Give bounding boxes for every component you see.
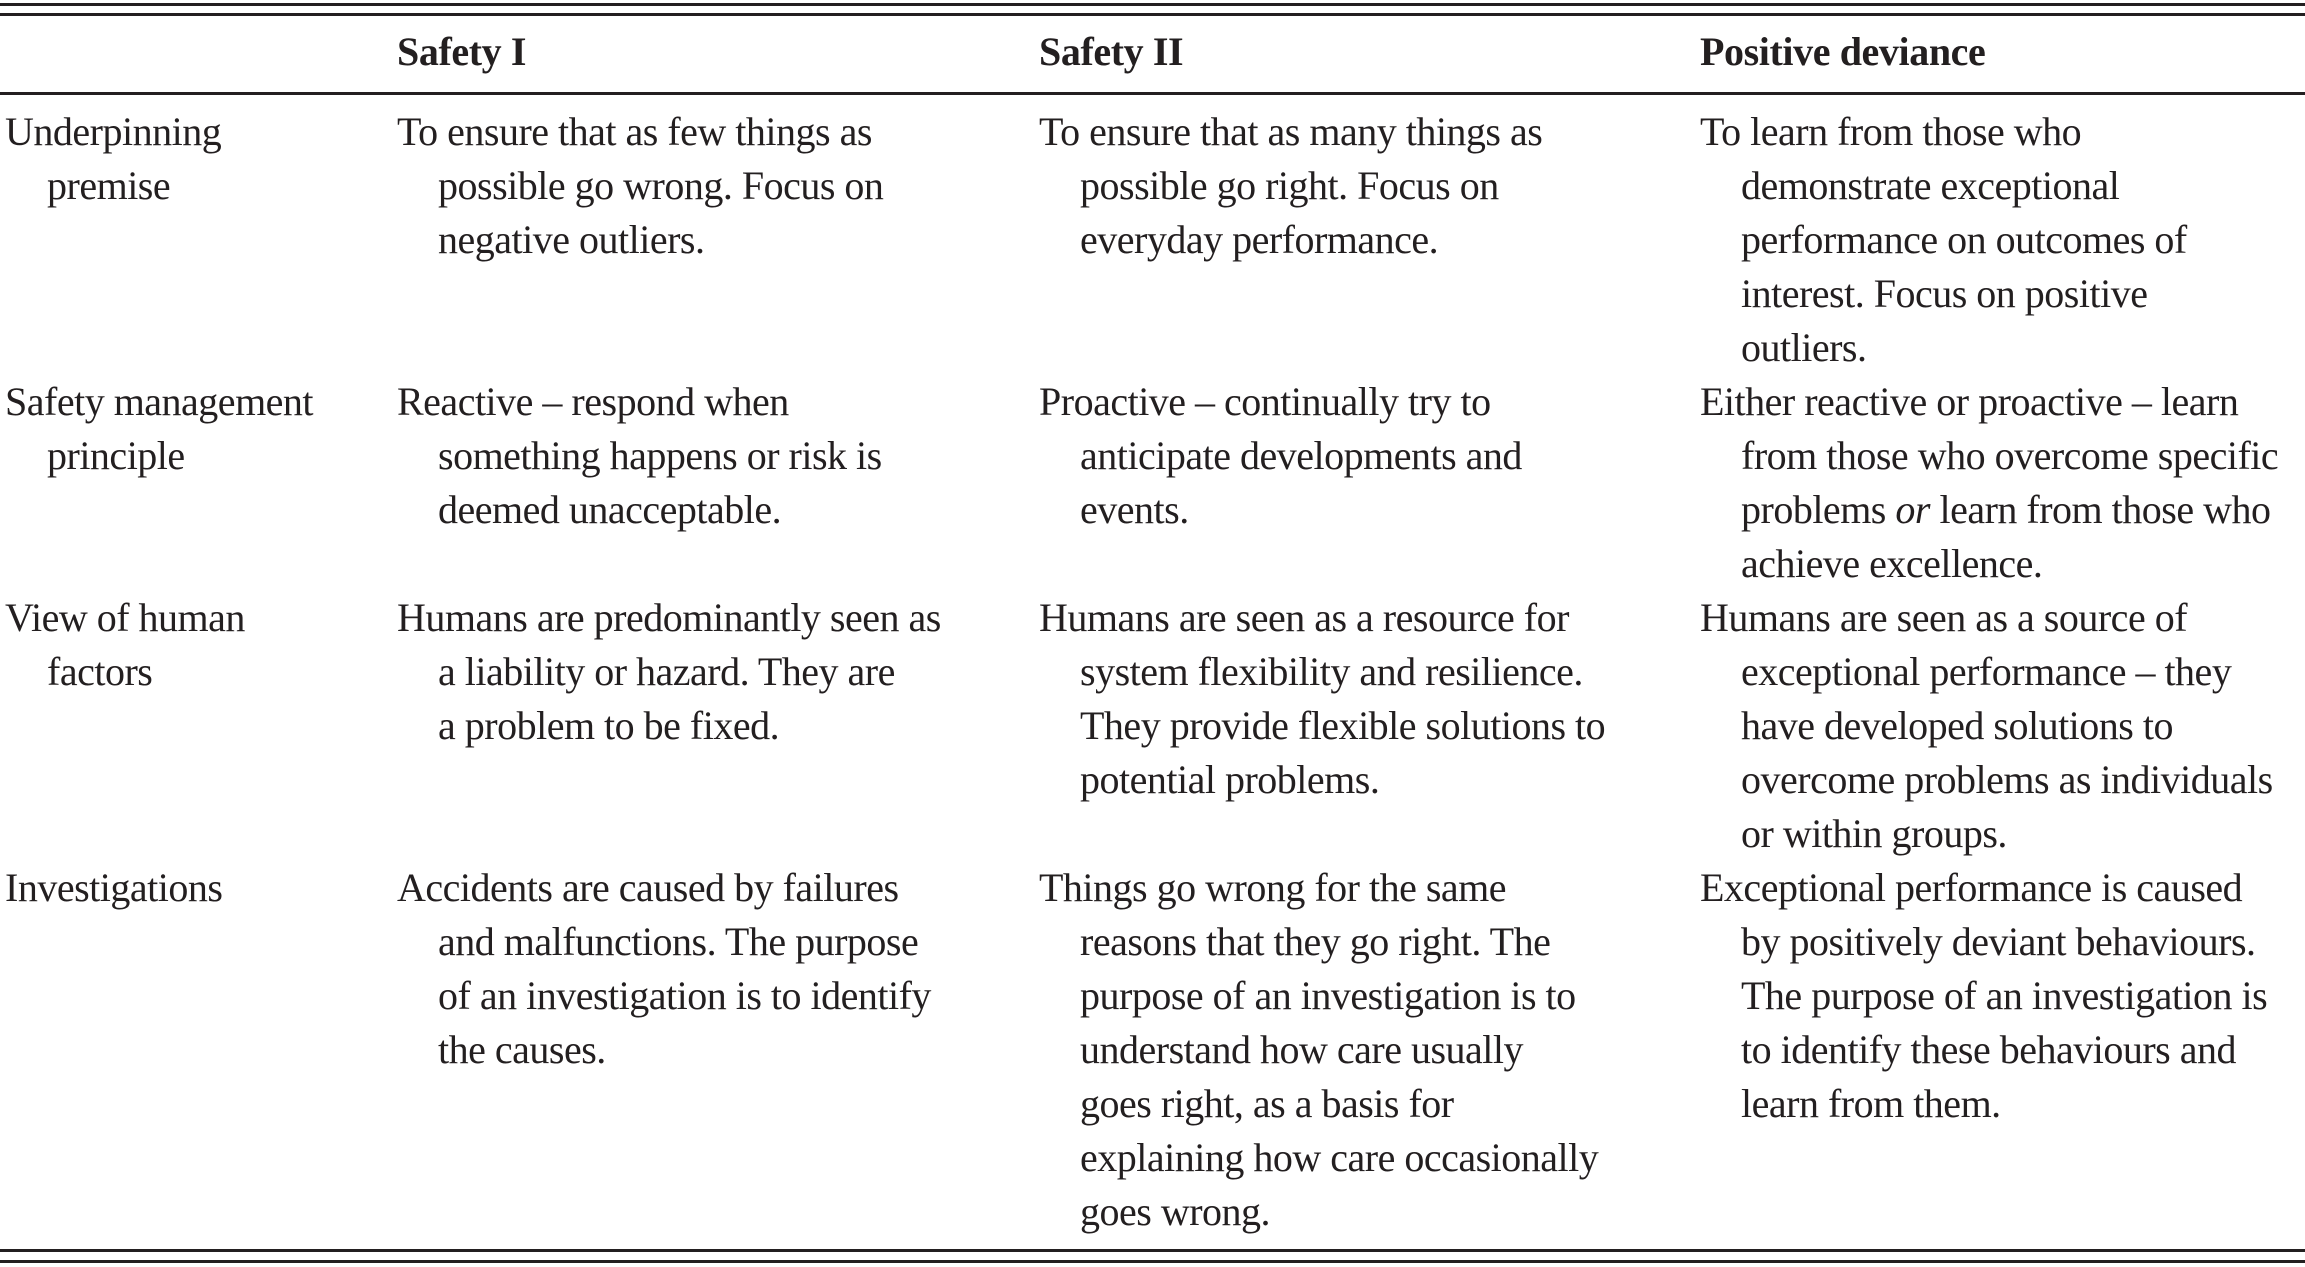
table-top-rule-1 — [0, 3, 2305, 6]
cell-premise-positive-deviance: To learn from those who demonstrate exceptional performance on outcomes of interest. Focus on positive outliers. — [1700, 109, 2187, 370]
row-label-investigations: Investigations — [5, 865, 223, 910]
cell-premise-safety-1: To ensure that as few things as possible go wrong. Focus on negative outliers. — [397, 109, 884, 262]
cell-investigations-safety-1: Accidents are caused by failures and malfunctions. The purpose of an investigation is to identify the causes. — [397, 865, 931, 1072]
column-header-safety-1: Safety I — [397, 29, 527, 74]
table-top-rule-2 — [0, 13, 2305, 16]
header-rule — [0, 92, 2305, 95]
cell-human-factors-safety-1: Humans are predominantly seen as a liability or hazard. They are a problem to be fixed. — [397, 595, 941, 748]
column-header-positive-deviance: Positive deviance — [1700, 29, 1986, 74]
cell-principle-safety-1: Reactive – respond when something happens or risk is deemed unacceptable. — [397, 379, 882, 532]
cell-premise-safety-2: To ensure that as many things as possible go right. Focus on everyday performance. — [1039, 109, 1543, 262]
table-bottom-rule-1 — [0, 1249, 2305, 1252]
cell-investigations-positive-deviance: Exceptional performance is caused by positively deviant behaviours. The purpose of an investigation is to identify these behaviours and learn from them. — [1700, 865, 2268, 1126]
table-bottom-rule-2 — [0, 1260, 2305, 1263]
row-label-safety-management-principle: Safety management principle — [5, 379, 314, 478]
row-label-underpinning-premise: Underpinning premise — [5, 109, 222, 208]
cell-principle-safety-2: Proactive – continually try to anticipate developments and events. — [1039, 379, 1522, 532]
cell-human-factors-safety-2: Humans are seen as a resource for system flexibility and resilience. They provide flexible solutions to potential problems. — [1039, 595, 1606, 802]
cell-investigations-safety-2: Things go wrong for the same reasons that they go right. The purpose of an investigation is to understand how care usually goes right, as a basis for explaining how care occasionally goes wrong. — [1039, 865, 1599, 1234]
cell-human-factors-positive-deviance: Humans are seen as a source of exceptional performance – they have developed solutions to overcome problems as individuals or within groups. — [1700, 595, 2273, 856]
cell-principle-positive-deviance: Either reactive or proactive – learn from those who overcome specific problems or learn from those who achieve excellence. — [1700, 379, 2279, 586]
emphasis-or: or — [1895, 487, 1930, 532]
column-header-safety-2: Safety II — [1039, 29, 1184, 74]
row-label-view-of-human-factors: View of human factors — [5, 595, 245, 694]
